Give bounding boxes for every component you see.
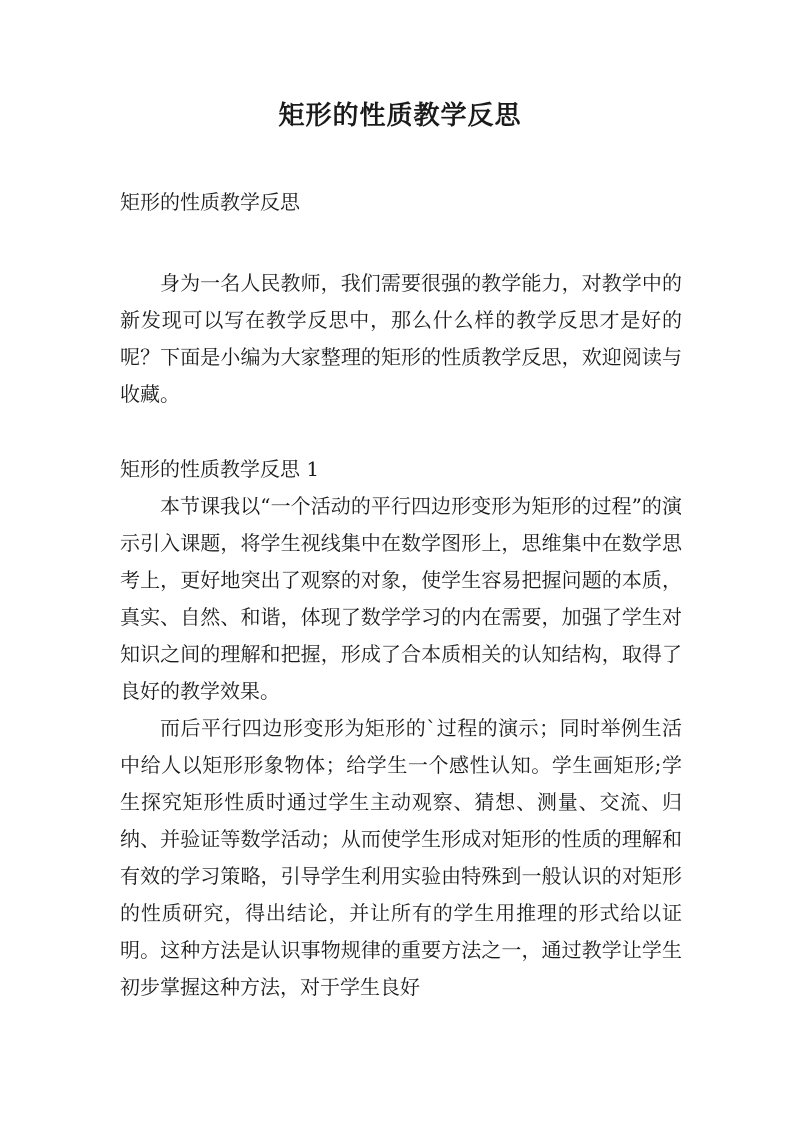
spacer [120, 413, 682, 451]
body-paragraph: 本节课我以“一个活动的平行四边形变形为矩形的过程”的演示引入课题，将学生视线集中在数学图形上，思维集中在数学思考上，更好地突出了观察的对象，使学生容易把握问题的本质，真实、自然、和谐，体现了数学学习的内在需要，加强了学生对知识之间的理解和把握，形成了合本质相关的认知结构，取得了良好的教学效果。 [120, 494, 682, 703]
intro-paragraph: 身为一名人民教师，我们需要很强的教学能力，对教学中的新发现可以写在教学反思中，那么什么样的教学反思才是好的呢？下面是小编为大家整理的矩形的性质教学反思，欢迎阅读与收藏。 [120, 271, 682, 406]
spacer [120, 221, 682, 265]
body-paragraph: 而后平行四边形变形为矩形的`过程的演示；同时举例生活中给人以矩形形象物体；给学生一个感性认知。学生画矩形;学生探究矩形性质时通过学生主动观察、猜想、测量、交流、归纳、并验证等数学活动；从而使学生形成对矩形的性质的理解和有效的学习策略，引导学生利用实验由特殊到一般认识的对矩形的性质研究，得出结论，并让所有的学生用推理的形式给以证明。这种方法是认识事物规律的重要方法之一，通过教学让学生初步掌握这种方法，对于学生良好 [120, 716, 682, 999]
document-title: 矩形的性质教学反思 [278, 101, 522, 131]
document-body [120, 184, 682, 1006]
section-heading: 矩形的性质教学反思 1 [120, 457, 320, 481]
document-subtitle: 矩形的性质教学反思 [120, 190, 300, 214]
